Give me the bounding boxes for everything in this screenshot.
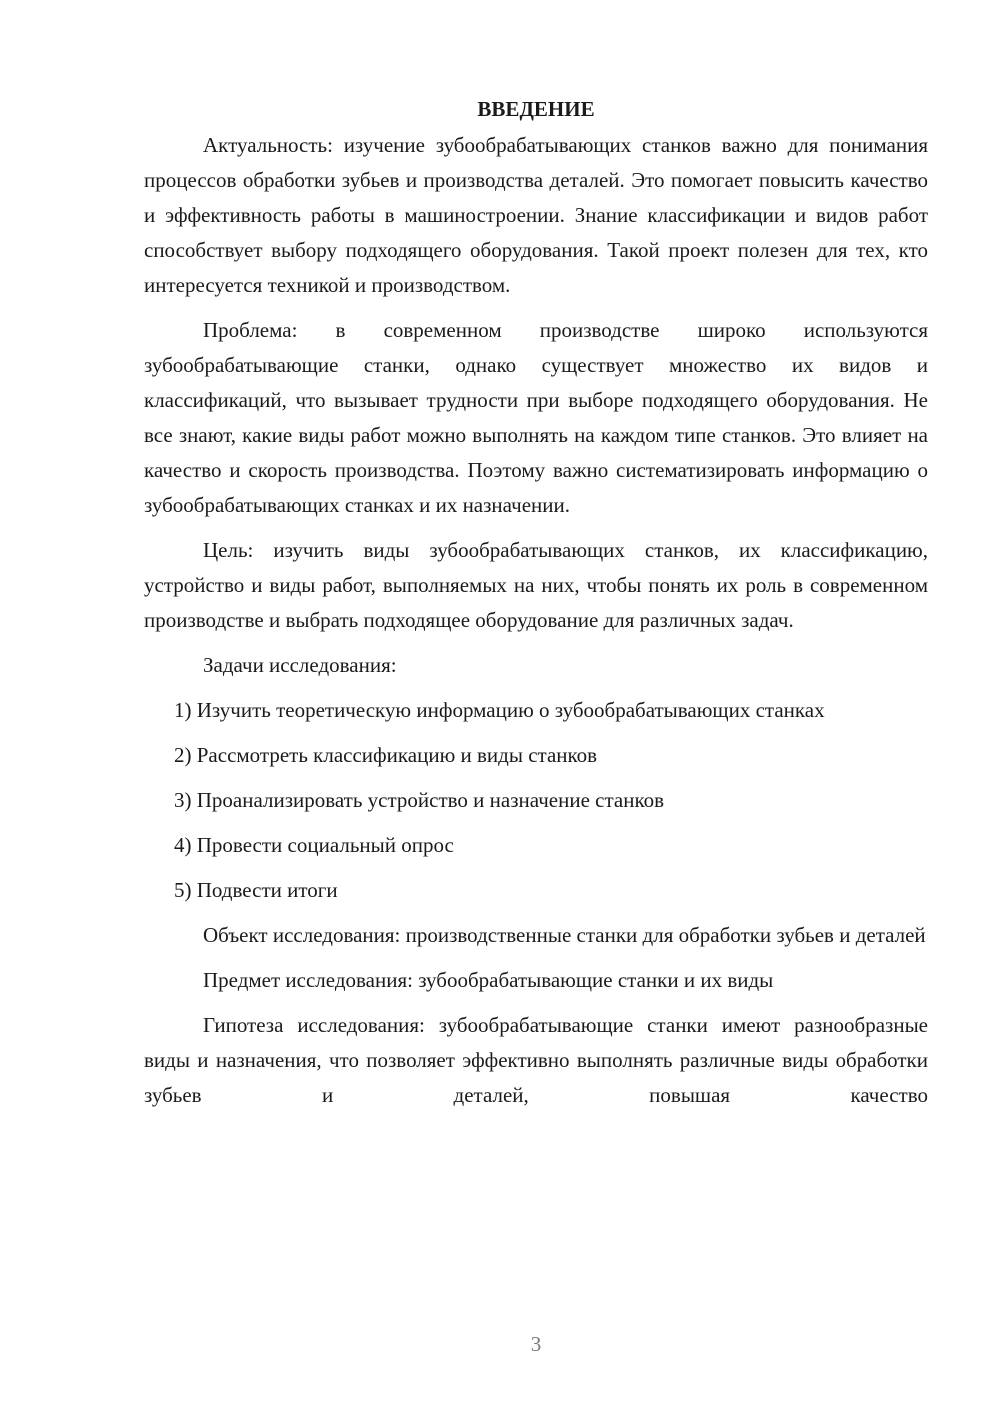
task-item-3: 3) Проанализировать устройство и назначение станков <box>174 788 665 812</box>
paragraph-hypothesis: Гипотеза исследования: зубообрабатывающие станки имеют разнообразные виды и назначения, что позволяет эффективно выполнять различные виды обработки зубьев и деталей, повышая качество <box>144 1013 928 1107</box>
paragraph-problem: Проблема: в современном производстве широко используются зубообрабатывающие станки, однако существует множество их видов и классификаций, что вызывает трудности при выборе подходящего оборудования. Не все знают, какие виды работ можно выполнять на каждом типе станков. Это влияет на качество и скорость производства. Поэтому важно систематизировать информацию о зубообрабатывающих станках и их назначении. <box>144 318 928 517</box>
task-item-5: 5) Подвести итоги <box>174 878 338 902</box>
paragraph-subject: Предмет исследования: зубообрабатывающие станки и их виды <box>203 968 774 992</box>
task-item-1: 1) Изучить теоретическую информацию о зубообрабатывающих станках <box>174 698 825 722</box>
paragraph-object: Объект исследования: производственные станки для обработки зубьев и деталей <box>203 923 926 947</box>
task-item-4: 4) Провести социальный опрос <box>174 833 454 857</box>
page-number: 3 <box>530 1332 542 1356</box>
document-page <box>144 92 928 1123</box>
section-heading: ВВЕДЕНИЕ <box>477 97 595 121</box>
task-item-2: 2) Рассмотреть классификацию и виды станков <box>174 743 598 767</box>
paragraph-goal: Цель: изучить виды зубообрабатывающих станков, их классификацию, устройство и виды работ, выполняемых на них, чтобы понять их роль в современном производстве и выбрать подходящее оборудование для различных задач. <box>144 538 928 632</box>
tasks-label: Задачи исследования: <box>203 653 397 677</box>
paragraph-relevance: Актуальность: изучение зубообрабатывающих станков важно для понимания процессов обработки зубьев и производства деталей. Это помогает повысить качество и эффективность работы в машиностроении. Знание классификации и видов работ способствует выбору подходящего оборудования. Такой проект полезен для тех, кто интересуется техникой и производством. <box>144 133 928 297</box>
